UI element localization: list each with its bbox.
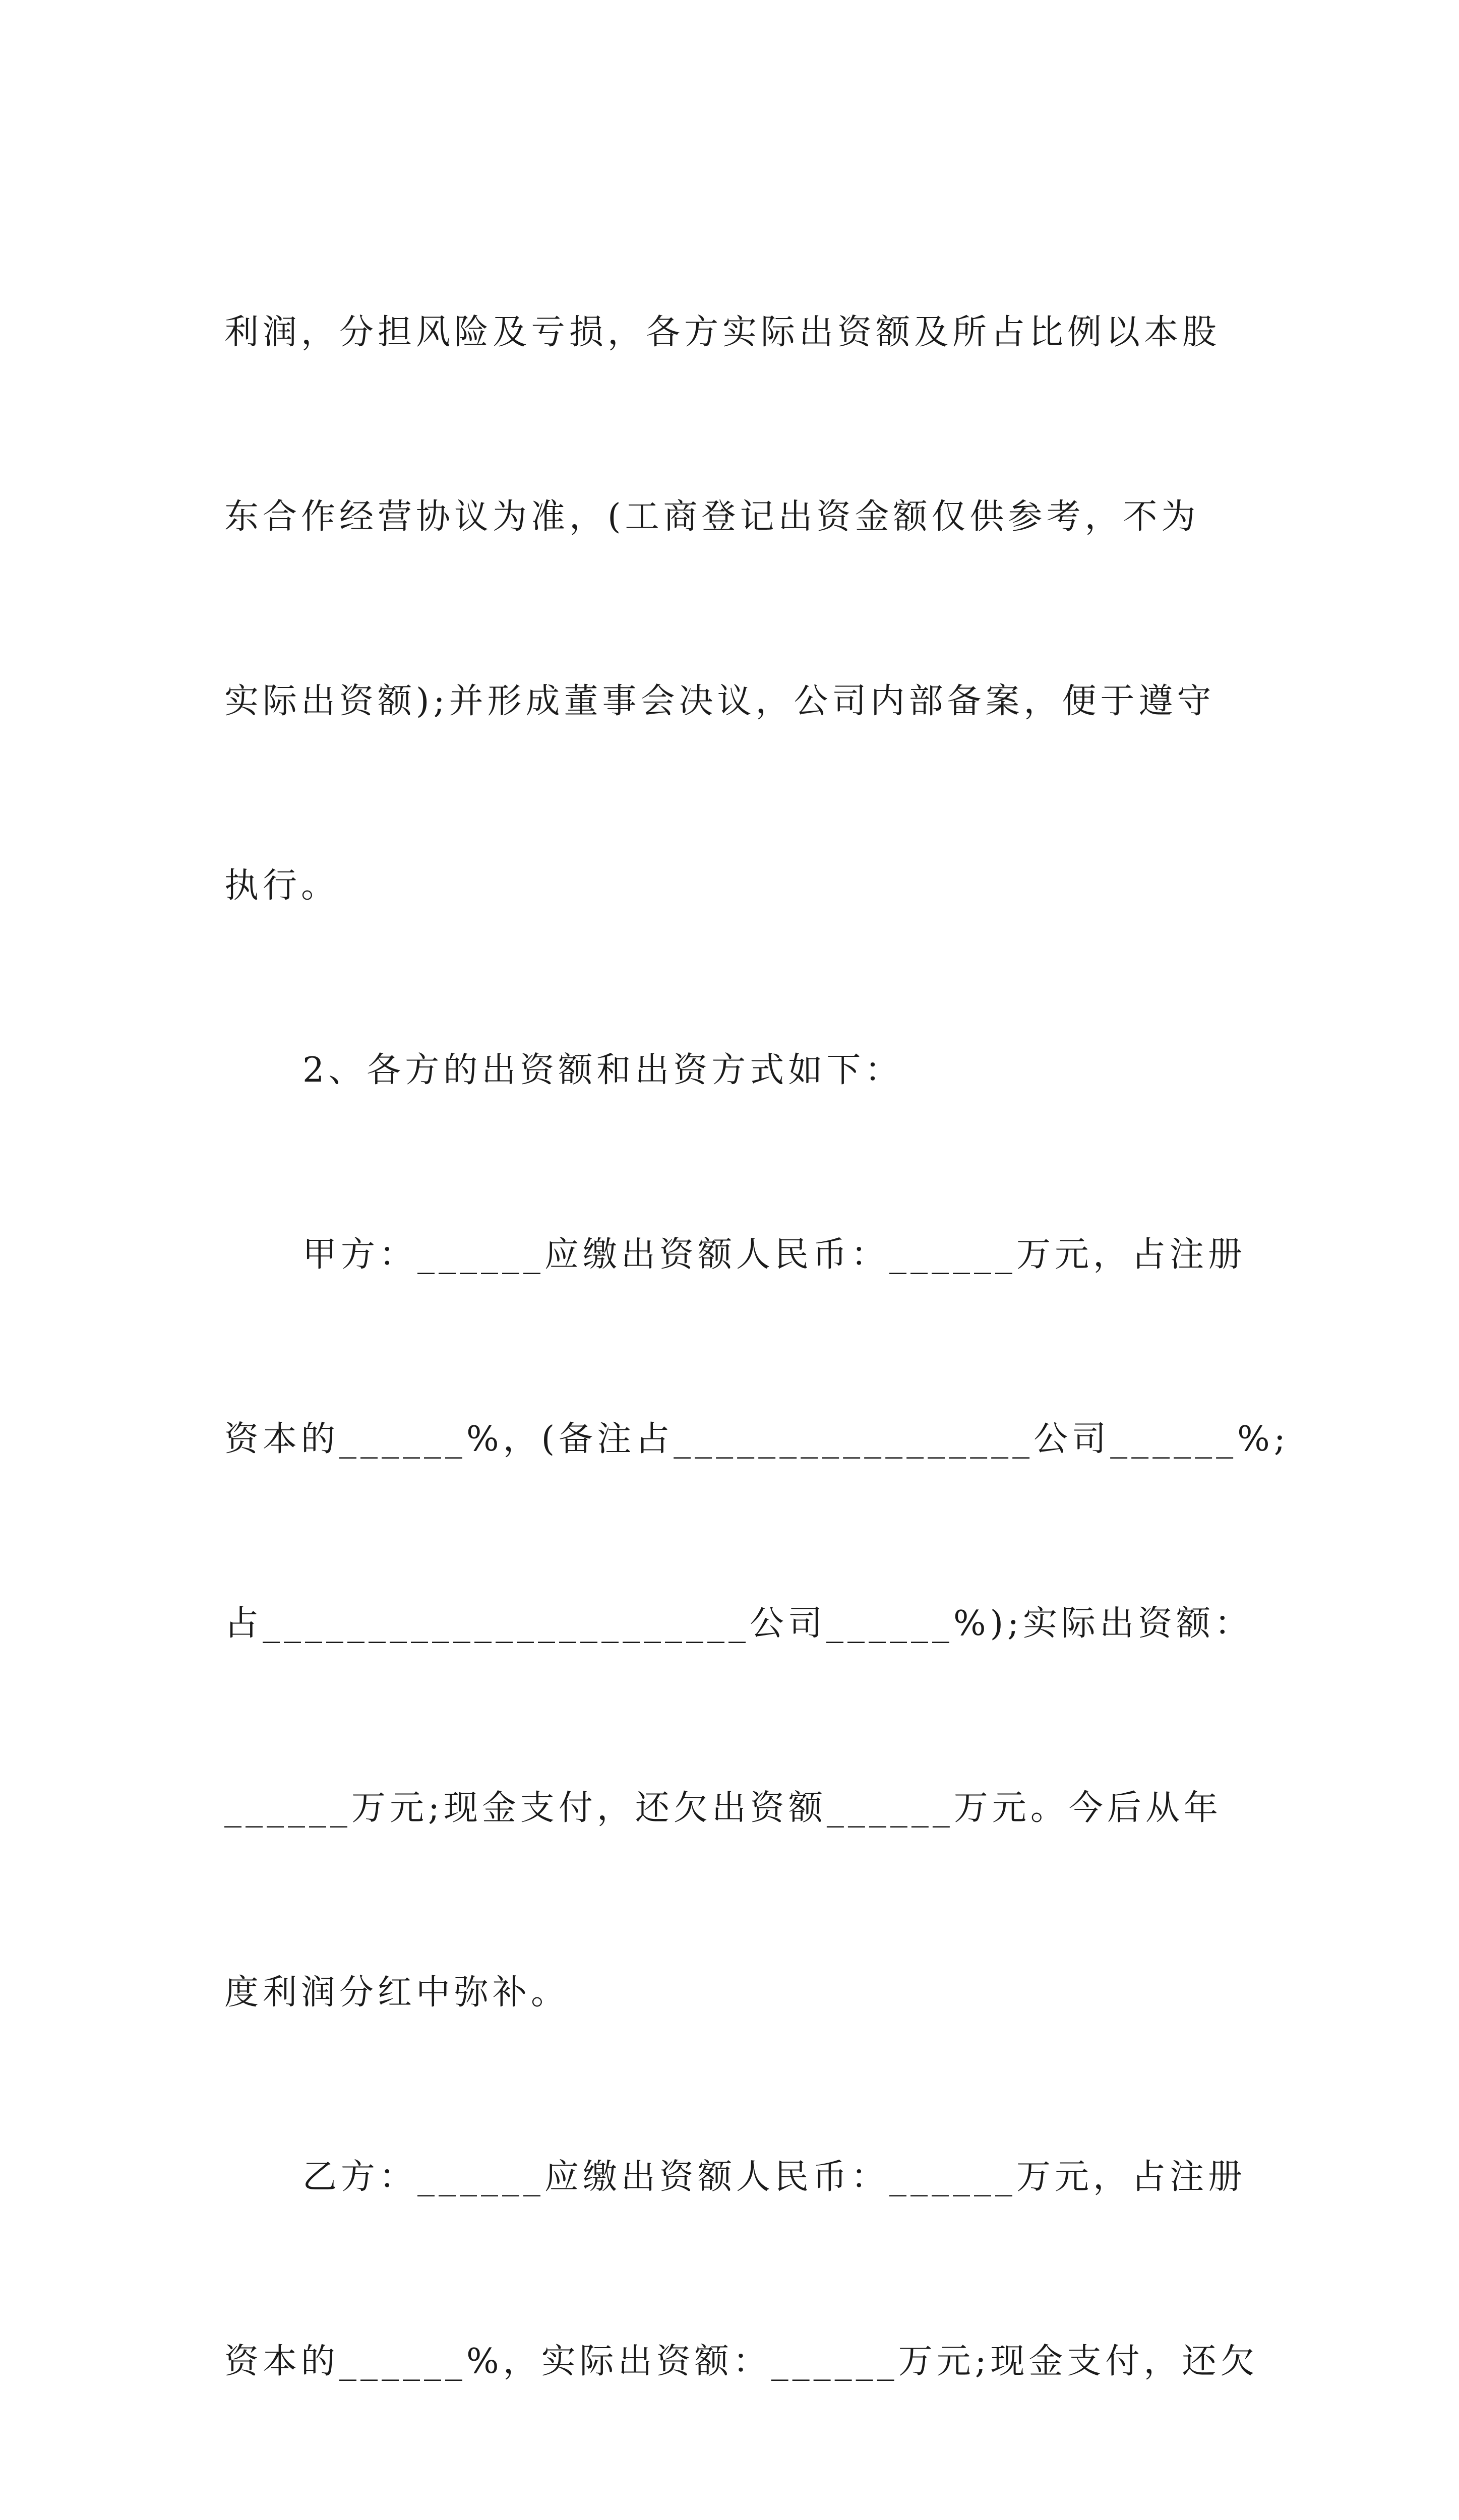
text-line: 度利润分红中弥补。 — [224, 1973, 570, 2012]
text-line: 资本的______%，实际出资额：______万元;现金支付，还欠 — [224, 2342, 1259, 2381]
body-text — [224, 179, 1290, 2520]
text-line — [224, 2515, 1250, 2520]
text-line: 甲方：______应缴出资额人民币：______万元，占注册 — [302, 1235, 1247, 1275]
text-line: 利润，分担风险及亏损，各方实际出资额及所占比例以本股 — [224, 312, 1221, 352]
text-line: 东合作经营协议为准，(工商登记出资金额仅供参考，不为 — [224, 497, 1200, 537]
text-line: 2、各方的出资额和出资方式如下： — [302, 1050, 903, 1090]
text-line: 乙方：______应缴出资额人民币：______万元，占注册 — [302, 2157, 1247, 2197]
text-line: 实际出资额);并形成董事会决议，公司内部备案，便于遵守 — [224, 681, 1215, 721]
text-line: 占_______________________公司______%);实际出资额： — [224, 1604, 1253, 1644]
text-line: 执行。 — [224, 866, 340, 906]
text-line: 资本的______%，(备注占_________________公司______%; — [224, 1419, 1290, 1459]
text-line: ______万元;现金支付，还欠出资额______万元。今后从年 — [224, 1788, 1222, 1828]
